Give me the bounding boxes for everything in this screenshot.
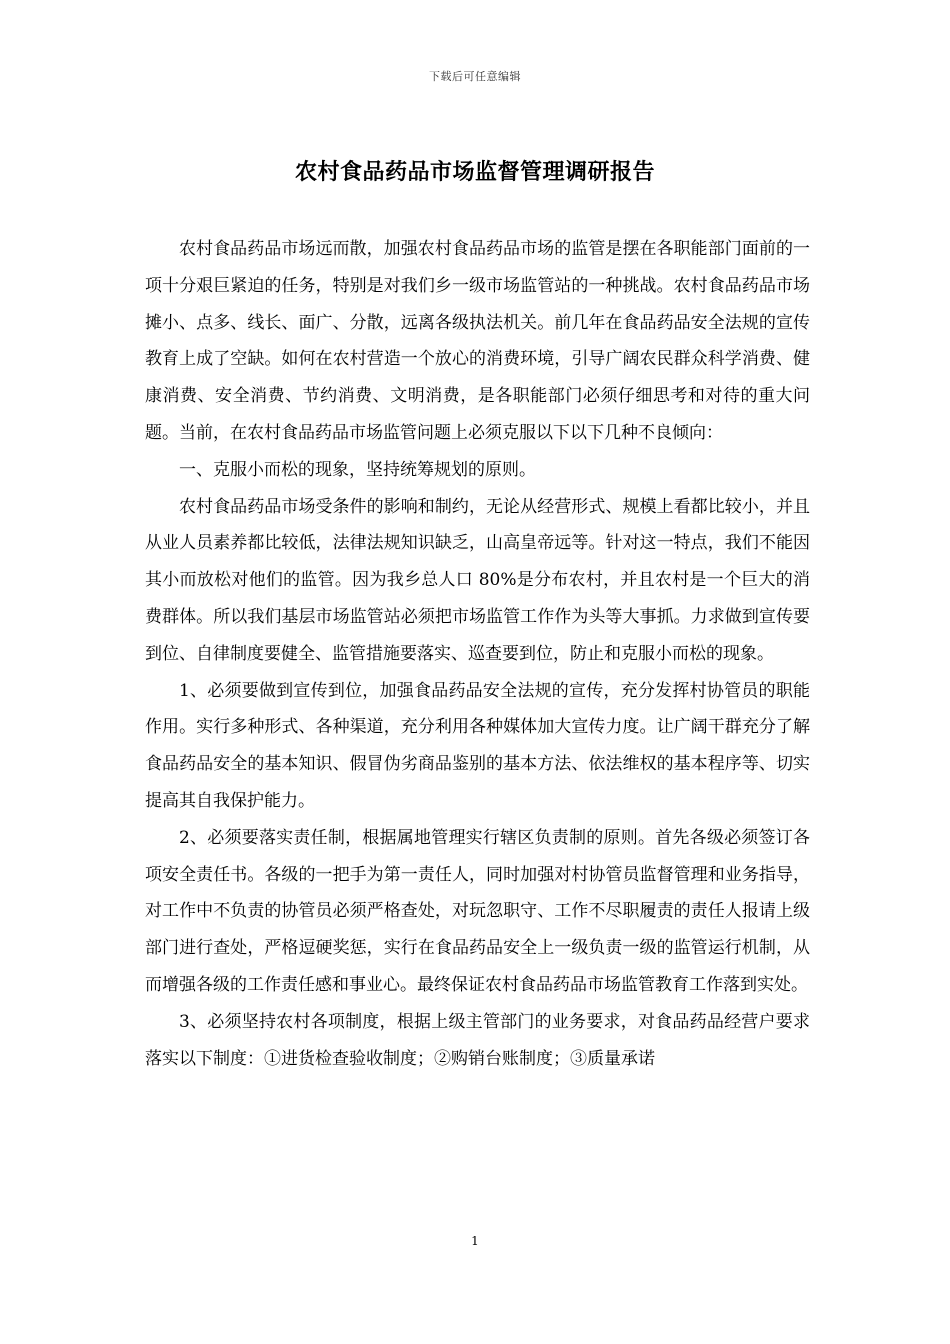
page-number: 1	[471, 1234, 479, 1248]
header-note: 下载后可任意编辑	[429, 70, 521, 83]
document-body	[145, 231, 810, 1077]
document-title: 农村食品药品市场监督管理调研报告	[294, 159, 655, 185]
paragraph-intro: 农村食品药品市场远而散，加强农村食品药品市场的监管是摆在各职能部门面前的一项十分艰巨紧迫的任务，特别是对我们乡一级市场监管站的一种挑战。农村食品药品市场摊小、点多、线长、面广、分散，远离各级执法机关。前几年在食品药品安全法规的宣传教育上成了空缺。如何在农村营造一个放心的消费环境，引导广阔农民群众科学消费、健康消费、安全消费、节约消费、文明消费，是各职能部门必须仔细思考和对待的重大问题。当前，在农村食品药品市场监管问题上必须克服以下以下几种不良倾向：	[145, 239, 810, 443]
paragraph-item-2: 2、必须要落实责任制，根据属地管理实行辖区负责制的原则。首先各级必须签订各项安全责任书。各级的一把手为第一责任人，同时加强对村协管员监督管理和业务指导，对工作中不负责的协管员必须严格查处，对玩忽职守、工作不尽职履责的责任人报请上级部门进行查处，严格逗硬奖惩，实行在食品药品安全上一级负责一级的监管运行机制，从而增强各级的工作责任感和事业心。最终保证农村食品药品市场监管教育工作落到实处。	[145, 827, 810, 995]
paragraph-item-3: 3、必须坚持农村各项制度，根据上级主管部门的业务要求，对食品药品经营户要求落实以下制度：①进货检查验收制度；②购销台账制度；③质量承诺	[145, 1011, 810, 1069]
paragraph-section-heading: 一、克服小而松的现象，坚持统筹规划的原则。	[179, 459, 536, 480]
paragraph-section-body: 农村食品药品市场受条件的影响和制约，无论从经营形式、规模上看都比较小，并且从业人员素养都比较低，法律法规知识缺乏，山高皇帝远等。针对这一特点，我们不能因其小而放松对他们的监管。因为我乡总人口 80%是分布农村，并且农村是一个巨大的消费群体。所以我们基层市场监管站必须把市场监管工作作为头等大事抓。力求做到宣传要到位、自律制度要健全、监管措施要落实、巡查要到位，防止和克服小而松的现象。	[145, 496, 810, 664]
paragraph-item-1: 1、必须要做到宣传到位，加强食品药品安全法规的宣传，充分发挥村协管员的职能作用。实行多种形式、各种渠道，充分利用各种媒体加大宣传力度。让广阔干群充分了解食品药品安全的基本知识、假冒伪劣商品鉴别的基本方法、依法维权的基本程序等、切实提高其自我保护能力。	[145, 680, 810, 811]
